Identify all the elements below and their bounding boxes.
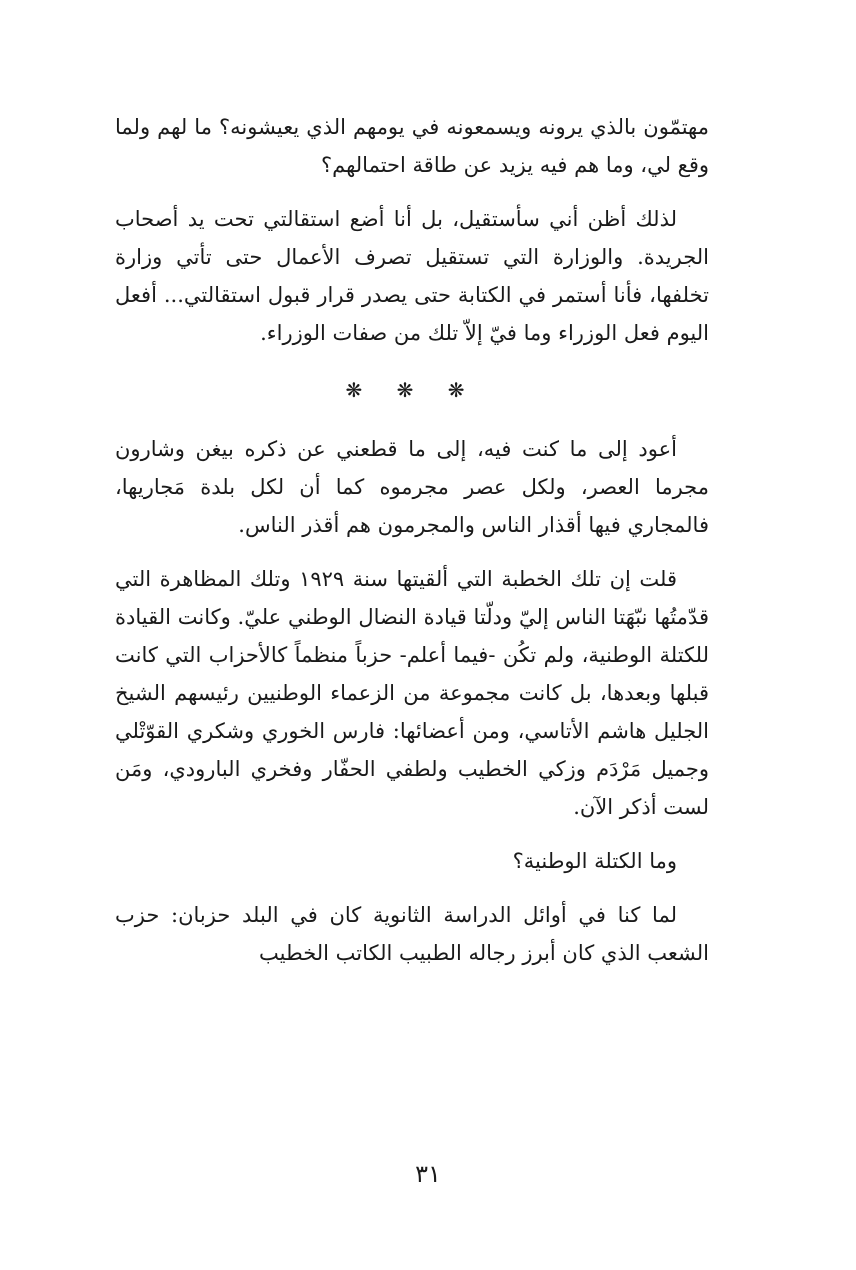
page-number: ٣١ <box>415 1160 441 1188</box>
paragraph-6: لما كنا في أوائل الدراسة الثانوية كان في البلد حزبان: حزب الشعب الذي كان أبرز رجاله الطبيب الكاتب الخطيب <box>115 903 709 965</box>
paragraph-4: قلت إن تلك الخطبة التي ألقيتها سنة ١٩٢٩ وتلك المظاهرة التي قدّمتُها نبّهَتا الناس إليّ ودلّتا قيادة النضال الوطني عليّ. وكانت القيادة للكتلة الوطنية، ولم تكُن -فيما أعلم- حزباً منظماً كالأحزاب التي كانت قبلها وبعدها، بل كانت مجموعة من الزعماء الوطنيين رئيسهم الشيخ الجليل هاشم الأتاسي، ومن أعضائها: فارس الخوري وشكري القوّتْلي وجميل مَرْدَم وزكي الخطيب ولطفي الحفّار وفخري البارودي، ومَن لست أذكر الآن. <box>115 567 709 819</box>
paragraph-3: أعود إلى ما كنت فيه، إلى ما قطعني عن ذكره بيغن وشارون مجرما العصر، ولكل عصر مجرموه كما أن لكل بلدة مَجاريها، فالمجاري فيها أقذار الناس والمجرمون هم أقذر الناس. <box>115 437 709 537</box>
page-body <box>115 108 709 988</box>
paragraph-5: وما الكتلة الوطنية؟ <box>512 849 677 873</box>
paragraph-2: لذلك أظن أني سأستقيل، بل أنا أضع استقالتي تحت يد أصحاب الجريدة. والوزارة التي تستقيل تصرف الأعمال حتى تأتي وزارة تخلفها، فأنا أستمر في الكتابة حتى يصدر قرار قبول استقالتي... أفعل اليوم فعل الوزراء وما فيّ إلاّ تلك من صفات الوزراء. <box>115 207 709 345</box>
section-divider: ❋ ❋ ❋ <box>345 378 479 402</box>
paragraph-1: مهتمّون بالذي يرونه ويسمعونه في يومهم الذي يعيشونه؟ ما لهم ولما وقع لي، وما هم فيه يزيد عن طاقة احتمالهم؟ <box>115 115 709 177</box>
